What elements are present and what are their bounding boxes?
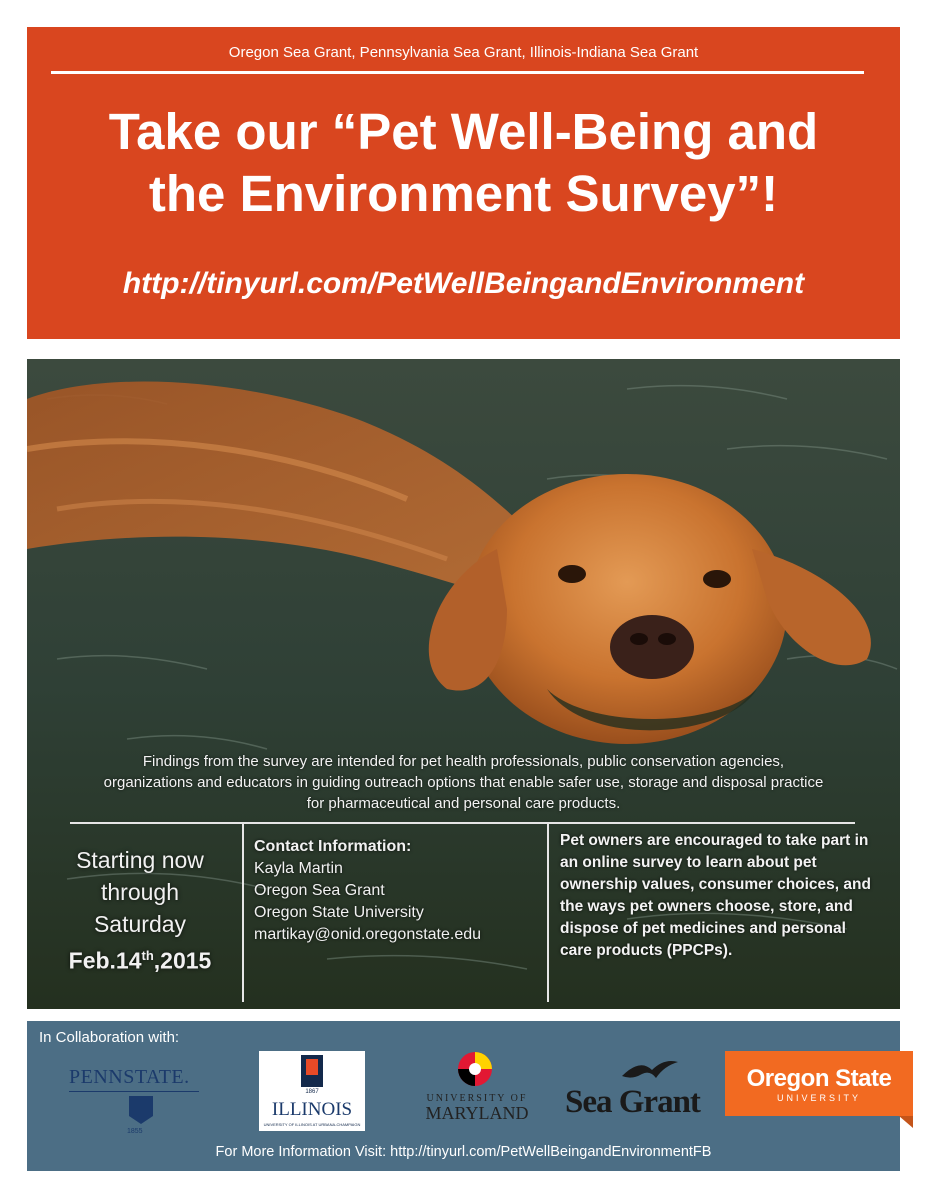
- contact-title: Contact Information:: [254, 838, 412, 855]
- dates-line-3: Saturday: [93, 911, 187, 937]
- contact-email[interactable]: martikay@onid.oregonstate.edu: [254, 926, 482, 943]
- illinois-year: 1867: [305, 1089, 319, 1095]
- headline-line-2: the Environment Survey”!: [148, 165, 779, 222]
- more-info-link[interactable]: For More Information Visit: http://tinyurl.com/PetWellBeingandEnvironmentFB: [215, 1144, 712, 1160]
- headline-line-1: Take our “Pet Well-Being and: [108, 103, 819, 160]
- findings-text: Findings from the survey are intended for pet health professionals, public conservation agencies, organizations and educators in guiding outreach options that enable safer use, storage and disposal practice for pharmaceutical and personal care products.: [103, 753, 824, 812]
- oregon-state-logo: [725, 1051, 913, 1116]
- illinois-wordmark: ILLINOIS: [271, 1099, 353, 1120]
- seagrant-logo: [565, 1056, 705, 1131]
- survey-dates: [35, 844, 245, 977]
- end-date-day: Feb.14: [68, 947, 142, 974]
- collaboration-footer: [27, 1021, 900, 1171]
- partner-list: Oregon Sea Grant, Pennsylvania Sea Grant, Illinois-Indiana Sea Grant: [228, 44, 699, 61]
- osu-subtitle: UNIVERSITY: [776, 1093, 861, 1103]
- seagrant-gull-icon: [620, 1056, 680, 1086]
- collaboration-label: In Collaboration with:: [39, 1029, 180, 1046]
- maryland-seal-icon: [457, 1051, 493, 1087]
- contact-information: [254, 836, 544, 946]
- pennstate-year: 1855: [127, 1128, 143, 1135]
- contact-university: Oregon State University: [254, 904, 424, 921]
- pennstate-shield-icon: [121, 1096, 161, 1126]
- illinois-logo: [259, 1051, 365, 1131]
- dates-line-1: Starting now: [76, 847, 204, 873]
- end-date-year: ,2015: [153, 947, 212, 974]
- end-date-suffix: th: [141, 948, 154, 963]
- umd-logo: [407, 1051, 557, 1141]
- illinois-block-i-icon: [301, 1055, 323, 1087]
- survey-description: Pet owners are encouraged to take part in an online survey to learn about pet ownership values, consumer choices, and the ways pet owners choose, store, and dispose of pet medicines and personal care products (PPCPs).: [560, 832, 871, 959]
- info-divider-right: [547, 824, 549, 1002]
- osu-logo-fold: [899, 1116, 913, 1128]
- survey-header-banner: [27, 27, 900, 339]
- header-divider: [51, 71, 864, 74]
- seagrant-wordmark: Sea Grant: [565, 1084, 700, 1120]
- dates-line-2: through: [100, 879, 179, 905]
- survey-end-date: [35, 940, 245, 977]
- umd-top-text: UNIVERSITY OF: [426, 1093, 528, 1104]
- info-divider-horizontal: [70, 822, 855, 824]
- umd-wordmark: MARYLAND: [425, 1103, 529, 1123]
- pennstate-wordmark: PENNSTATE.: [69, 1066, 190, 1088]
- pennstate-logo: [69, 1066, 229, 1136]
- survey-headline: [27, 101, 900, 225]
- illinois-subtitle: UNIVERSITY OF ILLINOIS AT URBANA-CHAMPAIGN: [263, 1122, 361, 1127]
- survey-link[interactable]: http://tinyurl.com/PetWellBeingandEnvironment: [122, 267, 805, 300]
- osu-wordmark: Oregon State: [746, 1065, 892, 1092]
- dog-photo-panel: [27, 359, 900, 1009]
- contact-org: Oregon Sea Grant: [254, 882, 385, 899]
- contact-name: Kayla Martin: [254, 860, 343, 877]
